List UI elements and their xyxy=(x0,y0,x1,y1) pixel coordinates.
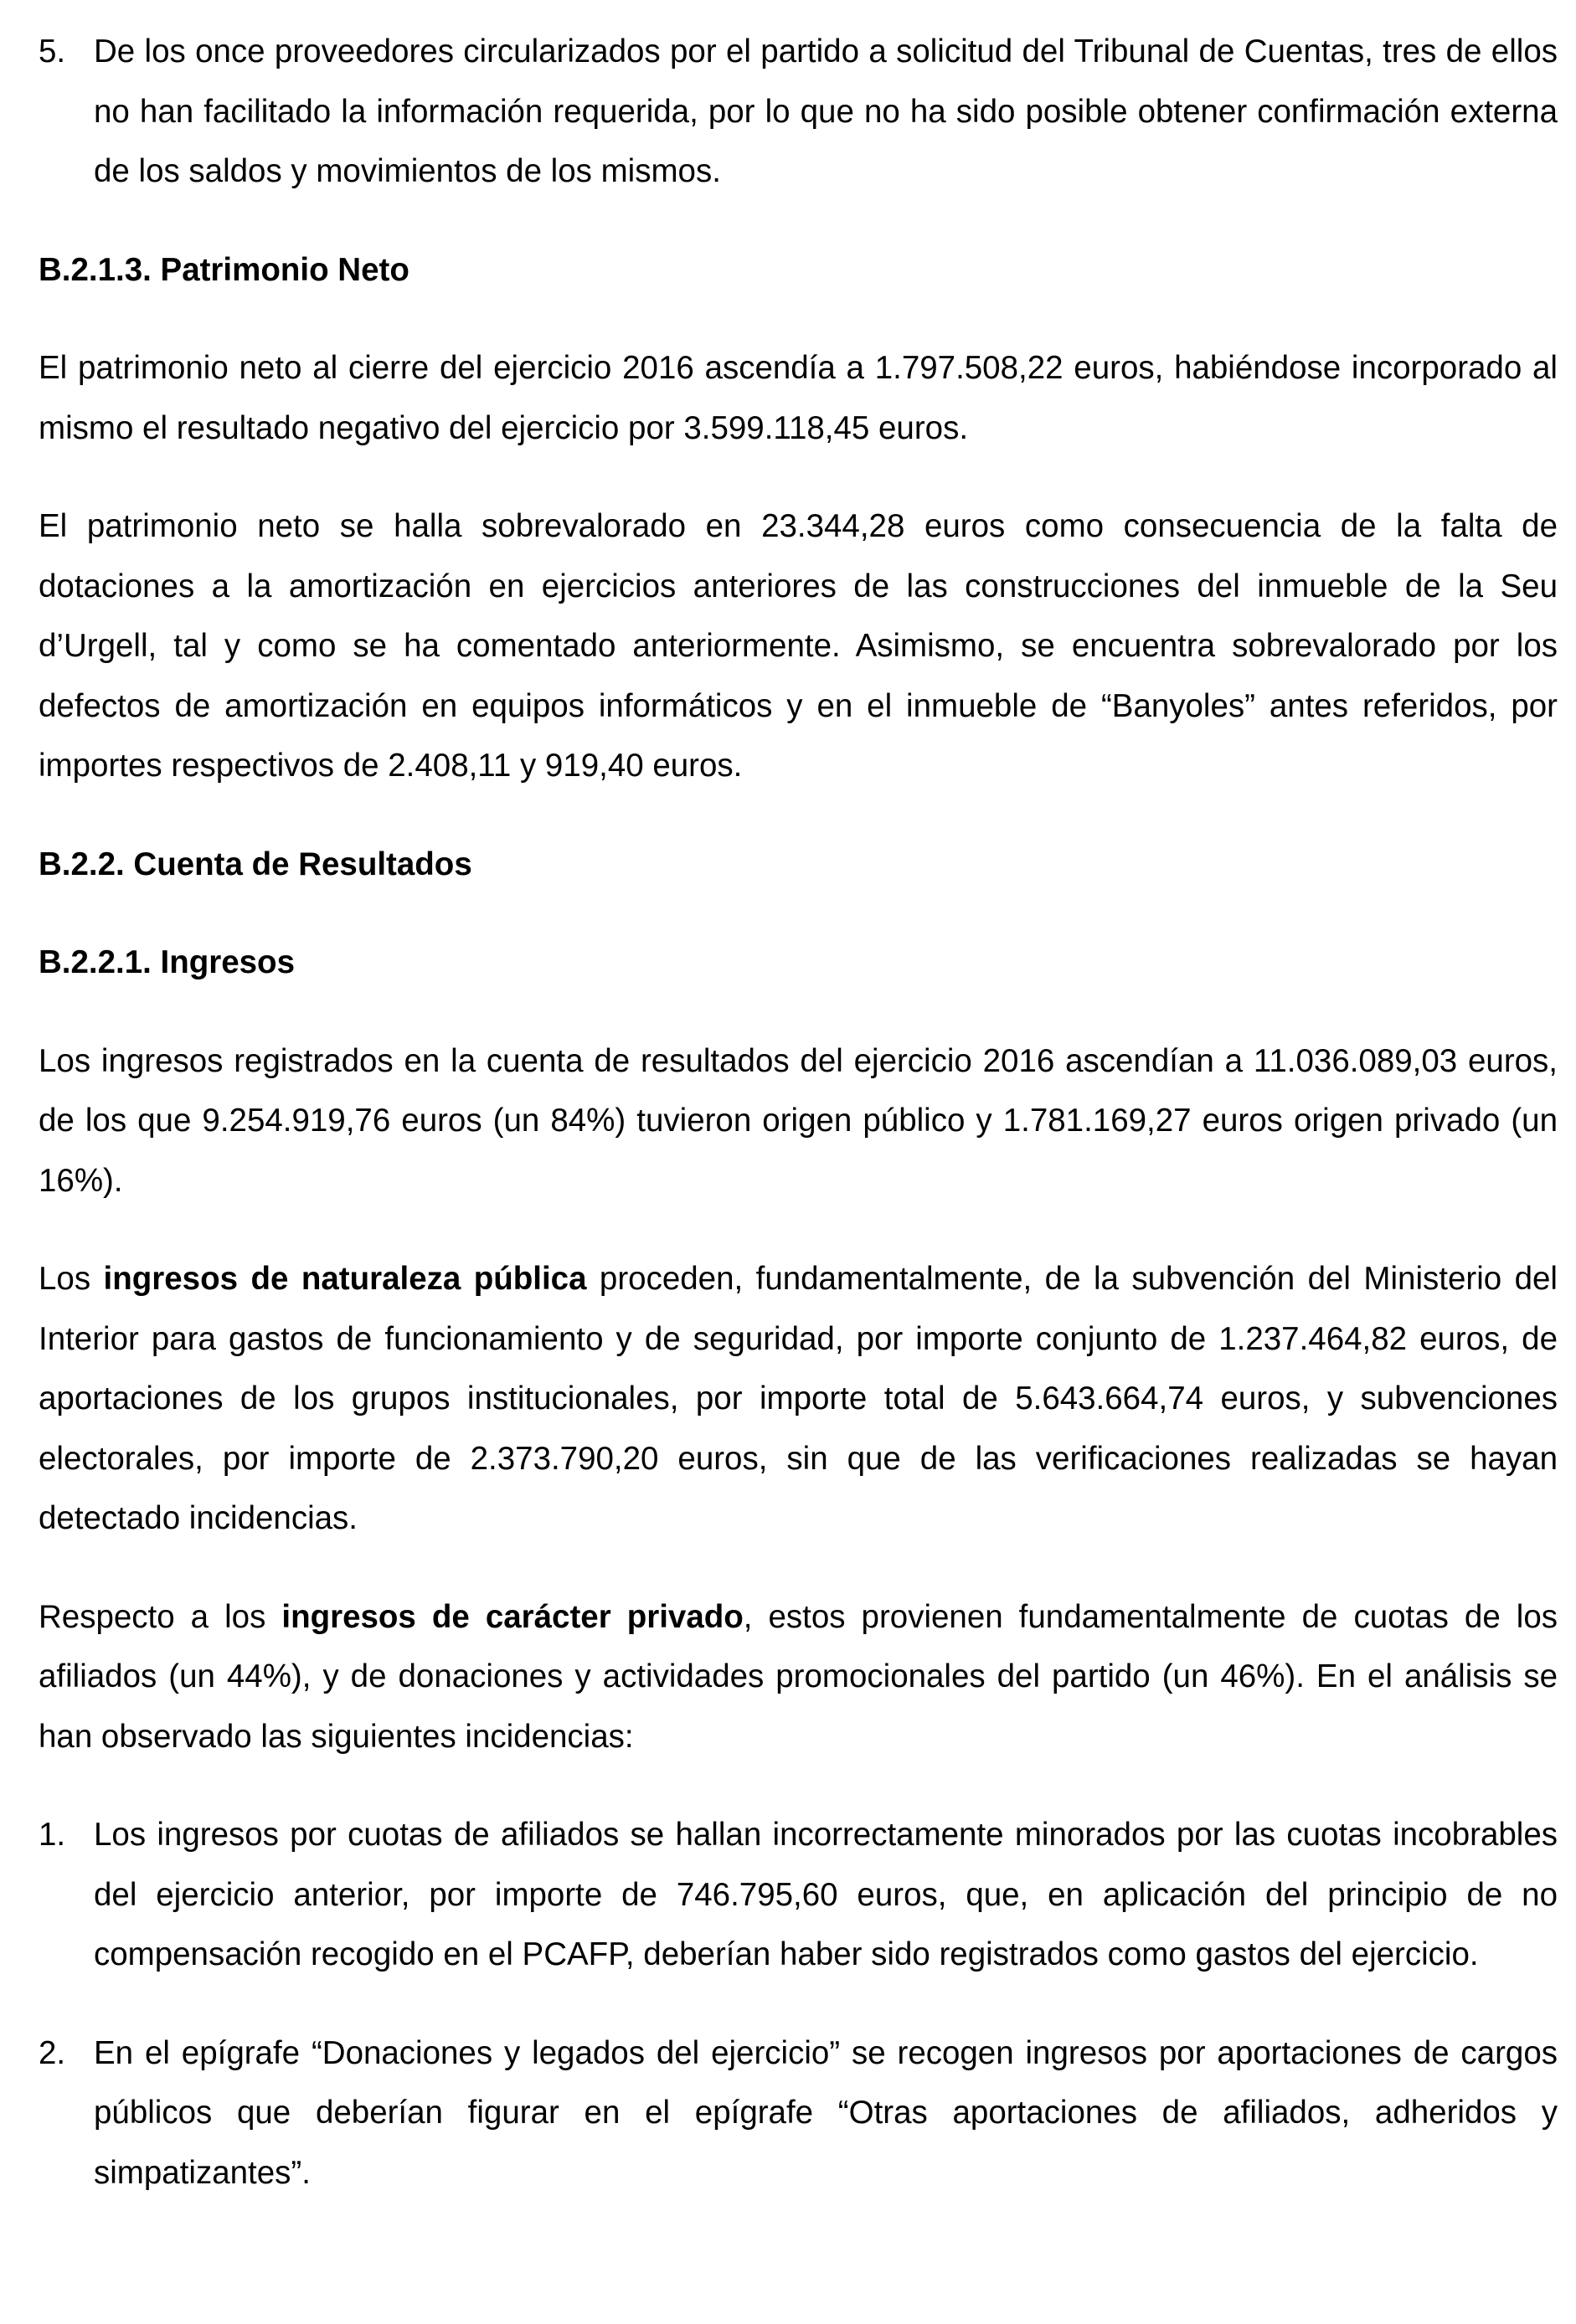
paragraph-ingresos-publicos xyxy=(39,1249,1558,1549)
list-number: 1. xyxy=(39,1817,66,1853)
section-heading-ingresos: B.2.2.1. Ingresos xyxy=(39,944,295,980)
section-heading-patrimonio-neto: B.2.1.3. Patrimonio Neto xyxy=(39,251,409,288)
document-page xyxy=(39,22,1558,2203)
list-item-text: De los once proveedores circularizados por el partido a solicitud del Tribunal de Cuentas, tres de ellos no han facilitado la información requerida, por lo que no ha sido posible obtener confirmación externa de los saldos y movimientos de los mismos. xyxy=(94,33,1558,189)
paragraph-ingresos-privados xyxy=(39,1587,1558,1767)
list-item-text: En el epígrafe “Donaciones y legados del ejercicio” se recogen ingresos por aportaciones de cargos públicos que deberían figurar en el epígrafe “Otras aportaciones de afiliados, adheridos y simpatizantes”. xyxy=(94,2034,1558,2191)
list-item-1 xyxy=(39,1805,1558,1985)
paragraph-patrimonio-2: El patrimonio neto se halla sobrevalorado en 23.344,28 euros como consecuencia de la falta de dotaciones a la amortización en ejercicios anteriores de las construcciones del inmueble de la Seu d’Urgell, tal y como se ha comentado anteriormente. Asimismo, se encuentra sobrevalorado por los defectos de amortización en equipos informáticos y en el inmueble de “Banyoles” antes referidos, por importes respectivos de 2.408,11 y 919,40 euros. xyxy=(39,508,1558,784)
list-item-5 xyxy=(39,22,1558,202)
text-run: Respecto a los xyxy=(39,1598,282,1635)
list-item-2 xyxy=(39,2023,1558,2203)
list-number: 5. xyxy=(39,33,66,69)
bold-term: ingresos de carácter privado xyxy=(281,1598,744,1635)
paragraph-patrimonio-1: El patrimonio neto al cierre del ejercicio 2016 ascendía a 1.797.508,22 euros, habiéndose incorporado al mismo el resultado negativo del ejercicio por 3.599.118,45 euros. xyxy=(39,350,1558,446)
text-run: Los xyxy=(39,1261,104,1297)
paragraph-ingresos-1: Los ingresos registrados en la cuenta de resultados del ejercicio 2016 ascendían a 11.036.089,03 euros, de los que 9.254.919,76 euros (un 84%) tuvieron origen público y 1.781.169,27 euros origen privado (un 16%). xyxy=(39,1042,1558,1199)
section-heading-cuenta-resultados: B.2.2. Cuenta de Resultados xyxy=(39,846,472,882)
text-run: proceden, fundamentalmente, de la subvención del Ministerio del Interior para gastos de funcionamiento y de seguridad, por importe conjunto de 1.237.464,82 euros, de aportaciones de los grupos institucionales, por importe total de 5.643.664,74 euros, y subvenciones electorales, por importe de 2.373.790,20 euros, sin que de las verificaciones realizadas se hayan detectado incidencias. xyxy=(39,1261,1558,1536)
list-number: 2. xyxy=(39,2034,66,2071)
text-run: , estos provienen fundamentalmente de cuotas de los afiliados (un 44%), y de donaciones y actividades promocionales del partido (un 46%). En el análisis se han observado las siguientes incidencias: xyxy=(39,1598,1558,1755)
bold-term: ingresos de naturaleza pública xyxy=(103,1261,587,1297)
list-item-text: Los ingresos por cuotas de afiliados se hallan incorrectamente minorados por las cuotas incobrables del ejercicio anterior, por importe de 746.795,60 euros, que, en aplicación del principio de no compensación recogido en el PCAFP, deberían haber sido registrados como gastos del ejercicio. xyxy=(94,1817,1558,1972)
